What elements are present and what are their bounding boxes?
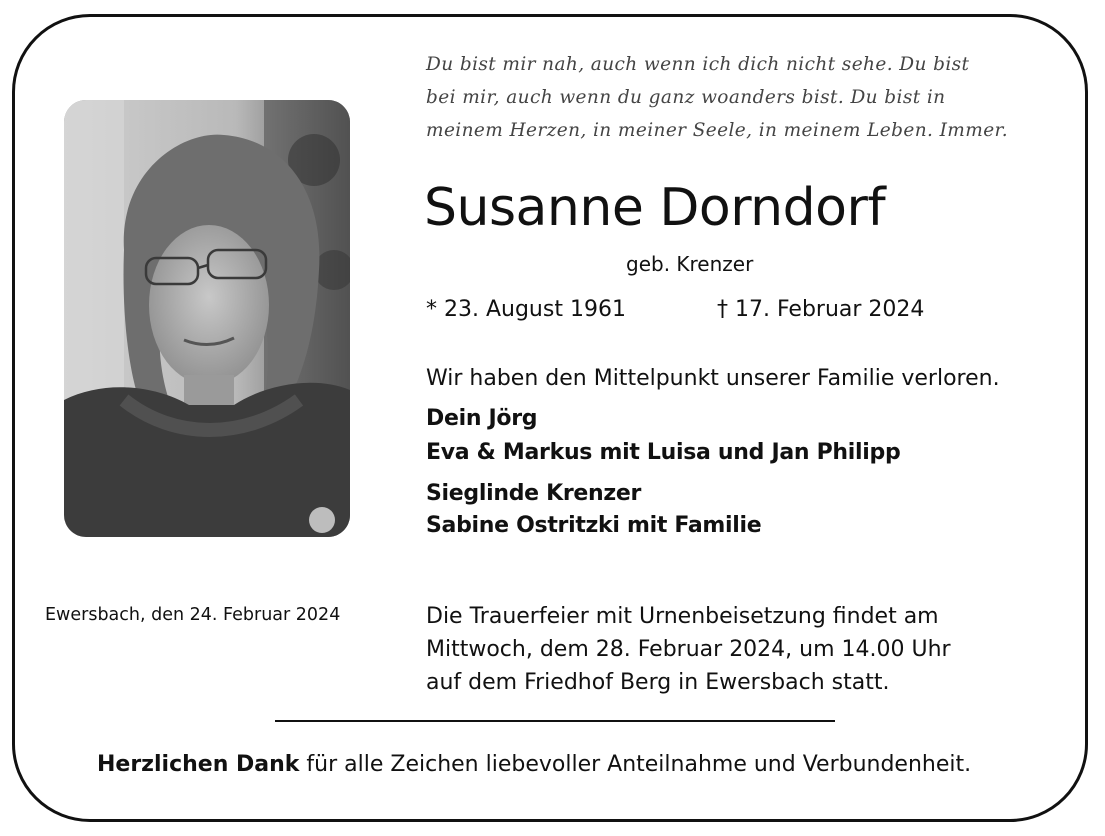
thanks-rest: für alle Zeichen liebevoller Anteilnahme und Verbundenheit. (299, 752, 972, 777)
funeral-service-info (426, 600, 951, 699)
memorial-quote (426, 48, 1086, 147)
divider-line (275, 720, 835, 722)
service-line: auf dem Friedhof Berg in Ewersbach statt. (426, 670, 890, 695)
family-member: Eva & Markus mit Luisa und Jan Philipp (426, 440, 901, 465)
lost-statement: Wir haben den Mittelpunkt unserer Familie verloren. (426, 366, 1000, 391)
quote-line: bei mir, auch wenn du ganz woanders bist. Du bist in (426, 87, 946, 108)
death-date: † 17. Februar 2024 (717, 297, 925, 322)
quote-line: Du bist mir nah, auch wenn ich dich nicht sehe. Du bist (426, 54, 970, 75)
birth-date: * 23. August 1961 (426, 297, 626, 322)
maiden-name: geb. Krenzer (626, 252, 754, 276)
quote-line: meinem Herzen, in meiner Seele, in meinem Leben. Immer. (426, 120, 1009, 141)
family-member: Sabine Ostritzki mit Familie (426, 513, 762, 538)
thanks-line (97, 752, 971, 777)
service-line: Mittwoch, dem 28. Februar 2024, um 14.00 Uhr (426, 637, 951, 662)
thanks-bold: Herzlichen Dank (97, 752, 300, 777)
family-member: Sieglinde Krenzer (426, 481, 642, 506)
portrait-photo (64, 100, 350, 537)
place-and-date: Ewersbach, den 24. Februar 2024 (45, 605, 341, 625)
deceased-name: Susanne Dorndorf (424, 178, 886, 238)
family-member: Dein Jörg (426, 406, 538, 431)
service-line: Die Trauerfeier mit Urnenbeisetzung findet am (426, 604, 939, 629)
